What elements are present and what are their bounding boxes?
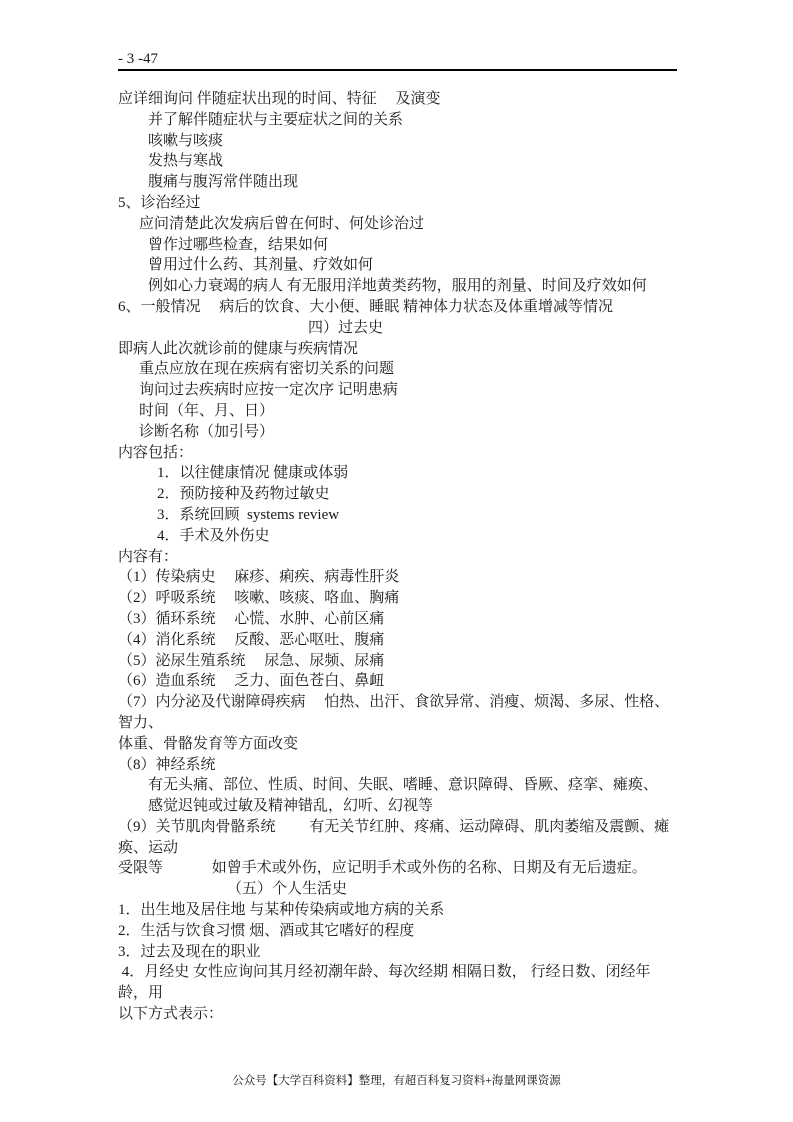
text-line: 以下方式表示： <box>118 1006 224 1023</box>
text-line: 4．手术及外伤史 <box>157 527 270 544</box>
text-line: 3．系统回顾 systems review <box>157 506 340 523</box>
text-line: （9）关节肌肉骨骼系统 有无关节红肿、疼痛、运动障碍、肌肉萎缩及震颤、瘫痪、运动 <box>118 818 670 856</box>
page-number-header: - 3 -47 <box>118 51 158 67</box>
text-line: 2．预防接种及药物过敏史 <box>157 486 330 503</box>
text-line: （7）内分泌及代谢障碍疾病 怕热、出汗、食欲异常、消瘦、烦渴、多尿、性格、智力、 <box>118 694 670 731</box>
text-line: 体重、骨骼发育等方面改变 <box>118 735 299 752</box>
text-line: （1）传染病史 麻疹、痢疾、病毒性肝炎 <box>118 569 400 586</box>
text-line: （5）泌尿生殖系统 尿急、尿频、尿痛 <box>118 652 385 669</box>
text-line: 并了解伴随症状与主要症状之间的关系 <box>148 111 404 128</box>
text-line: 4．月经史 女性应询问其月经初潮年龄、每次经期 相隔日数， 行经日数、闭经年龄，用 <box>118 964 651 1002</box>
text-line: （3）循环系统 心慌、水肿、心前区痛 <box>118 610 385 627</box>
text-line: 即病人此次就诊前的健康与疾病情况 <box>118 340 359 357</box>
text-line: 四）过去史 <box>308 319 384 336</box>
text-line: （2）呼吸系统 咳嗽、咳痰、咯血、胸痛 <box>118 590 400 607</box>
text-line: 2．生活与饮食习惯 烟、酒或其它嗜好的程度 <box>118 922 415 939</box>
text-line: 有无头痛、部位、性质、时间、失眠、嗜睡、意识障碍、昏厥、痉挛、瘫痪、 <box>148 777 659 794</box>
text-line: 曾作过哪些检查，结果如何 <box>148 236 329 253</box>
text-line: 重点应放在现在疾病有密切关系的问题 <box>139 361 395 378</box>
text-line: 应详细询问 伴随症状出现的时间、特征 及演变 <box>118 91 441 107</box>
document-body <box>118 89 680 1025</box>
text-line: 感觉迟钝或过敏及精神错乱，幻听、幻视等 <box>148 798 434 815</box>
text-line: 1．出生地及居住地 与某种传染病或地方病的关系 <box>118 902 445 919</box>
text-line: 腹痛与腹泻常伴随出现 <box>148 174 299 191</box>
text-line: 询问过去疾病时应按一定次序 记明患病 <box>139 382 398 399</box>
text-line: 3．过去及现在的职业 <box>118 943 261 960</box>
text-line: 发热与寒战 <box>148 153 224 170</box>
text-line: （4）消化系统 反酸、恶心呕吐、腹痛 <box>118 631 385 648</box>
text-line: 6、一般情况 病后的饮食、大小便、睡眠 精神体力状态及体重增减等情况 <box>118 298 614 315</box>
text-line: 曾用过什么药、其剂量、疗效如何 <box>148 257 374 274</box>
header-rule <box>118 69 677 71</box>
text-line: 1．以往健康情况 健康或体弱 <box>157 465 349 482</box>
text-line: 例如心力衰竭的病人 有无服用洋地黄类药物，服用的剂量、时间及疗效如何 <box>148 278 647 295</box>
text-line: 时间（年、月、日） <box>139 402 275 419</box>
text-line: 受限等 如曾手术或外伤，应记明手术或外伤的名称、日期及有无后遗症。 <box>118 860 647 877</box>
text-line: （五）个人生活史 <box>227 881 348 898</box>
text-line: （6）造血系统 乏力、面色苍白、鼻衄 <box>118 673 385 690</box>
text-line: 诊断名称（加引号） <box>139 423 275 440</box>
text-line: 咳嗽与咳痰 <box>148 132 224 149</box>
text-line: 内容有： <box>118 548 179 565</box>
footer-note: 公众号【大学百科资料】整理，有超百科复习资料+海量网课资源 <box>232 1075 561 1087</box>
text-line: 内容包括： <box>118 444 194 461</box>
text-line: 应问清楚此次发病后曾在何时、何处诊治过 <box>139 215 425 232</box>
text-line: （8）神经系统 <box>118 756 216 773</box>
text-line: 5、诊治经过 <box>118 194 201 211</box>
